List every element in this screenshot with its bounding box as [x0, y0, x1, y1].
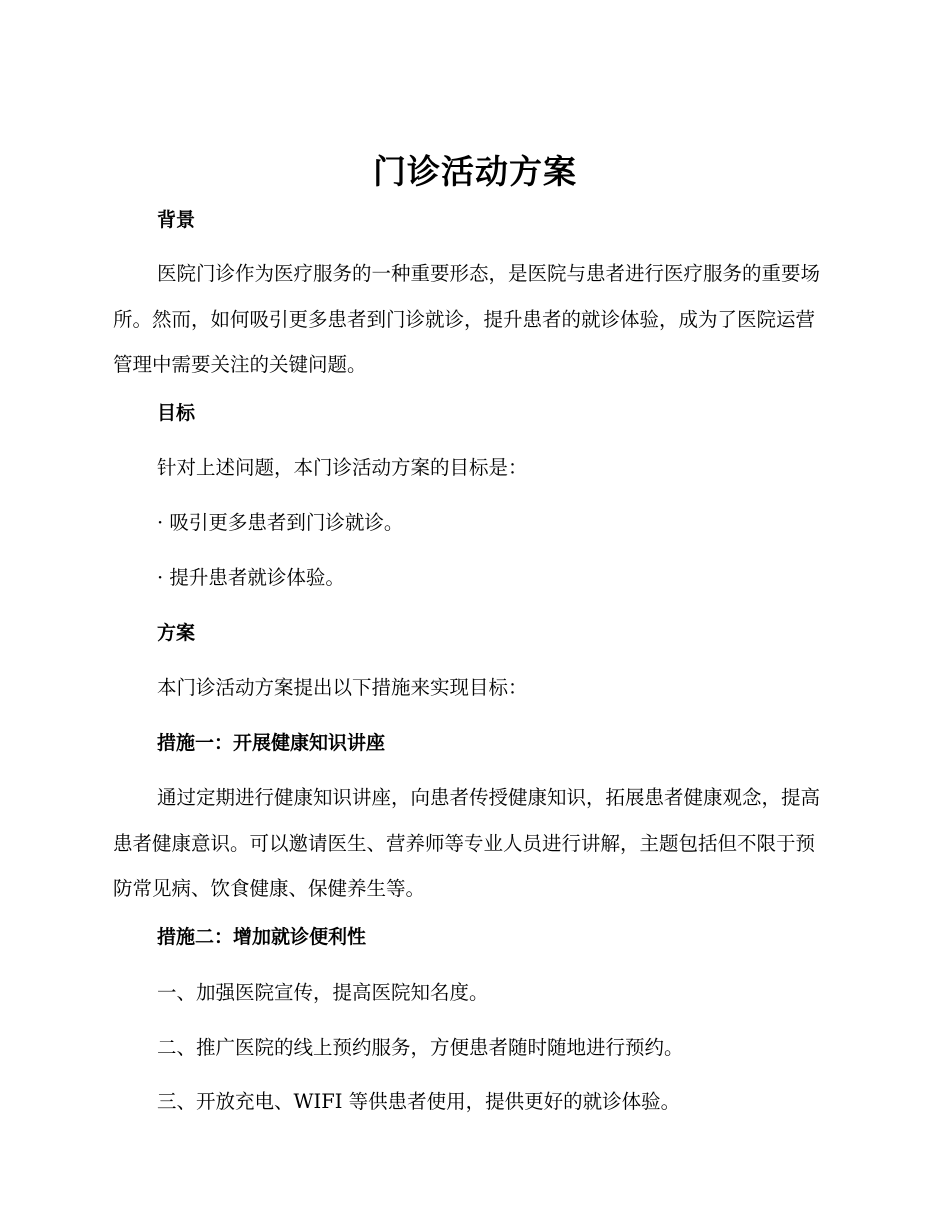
document-title: 门诊活动方案 — [373, 152, 577, 191]
paragraph-measure-1: 通过定期进行健康知识讲座，向患者传授健康知识，拓展患者健康观念，提高患者健康意识。可以邀请医生、营养师等专业人员进行讲解，主题包括但不限于预防常见病、饮食健康、保健养生等。 — [113, 786, 821, 900]
plan-intro: 本门诊活动方案提出以下措施来实现目标： — [157, 676, 528, 699]
heading-measure-2: 措施二：增加就诊便利性 — [157, 926, 367, 948]
paragraph-background: 医院门诊作为医疗服务的一种重要形态，是医院与患者进行医疗服务的重要场所。然而，如何吸引更多患者到门诊就诊，提升患者的就诊体验，成为了医院运营管理中需要关注的关键问题。 — [113, 262, 821, 376]
measure-2-item-3: 三、开放充电、WIFI 等供患者使用，提供更好的就诊体验。 — [157, 1090, 681, 1113]
heading-plan: 方案 — [157, 622, 196, 644]
measure-2-item-2: 二、推广医院的线上预约服务，方便患者随时随地进行预约。 — [157, 1036, 684, 1059]
goal-item-1: · 吸引更多患者到门诊就诊。 — [157, 511, 404, 534]
heading-background: 背景 — [157, 209, 196, 231]
heading-goal: 目标 — [157, 402, 196, 424]
goal-item-2: · 提升患者就诊体验。 — [157, 566, 345, 589]
goal-intro: 针对上述问题，本门诊活动方案的目标是： — [157, 456, 528, 479]
heading-measure-1: 措施一：开展健康知识讲座 — [157, 732, 386, 754]
measure-2-item-1: 一、加强医院宣传，提高医院知名度。 — [157, 981, 489, 1004]
